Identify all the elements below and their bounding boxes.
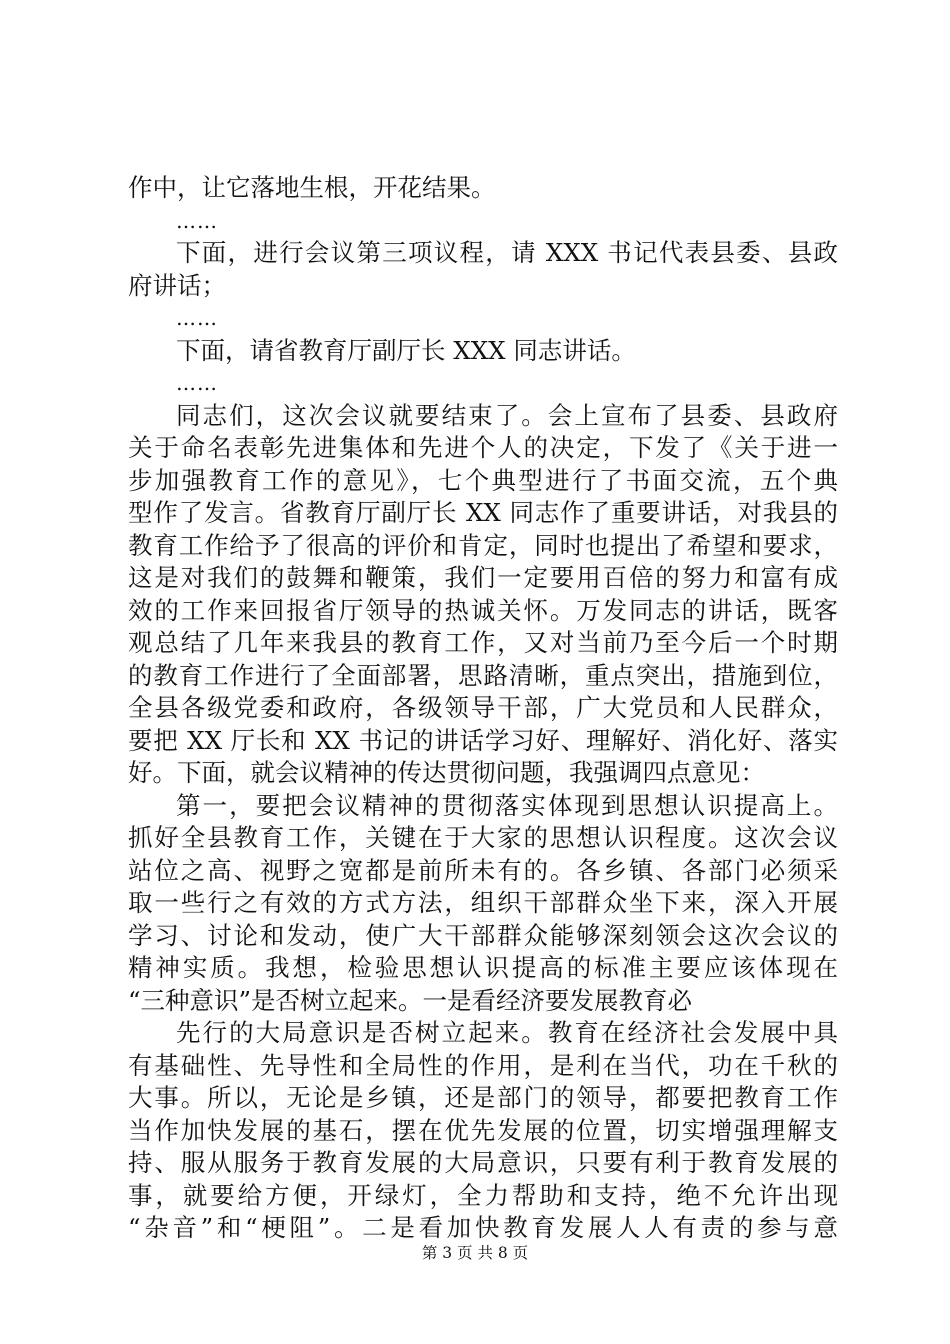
text-line: 教育工作给予了很高的评价和肯定，同时也提出了希望和要求， bbox=[128, 530, 838, 560]
text-line: 学习、讨论和发动，使广大干部群众能够深刻领会这次会议的 bbox=[128, 920, 838, 950]
text-line: 精神实质。我想，检验思想认识提高的标准主要应该体现在 bbox=[128, 953, 838, 982]
text-line: 大事。所以，无论是乡镇，还是部门的领导，都要把教育工作 bbox=[128, 1083, 838, 1112]
text-line: 府讲话； bbox=[128, 270, 226, 300]
text-line: 关于命名表彰先进集体和先进个人的决定，下发了《关于进一 bbox=[128, 433, 838, 462]
text-line: 先行的大局意识是否树立起来。教育在经济社会发展中具 bbox=[176, 1018, 838, 1047]
text-line: 步加强教育工作的意见》，七个典型进行了书面交流，五个典 bbox=[128, 465, 838, 495]
text-line: 的教育工作进行了全面部署，思路清晰，重点突出，措施到位， bbox=[128, 660, 838, 690]
text-line: 事，就要给方便，开绿灯，全力帮助和支持，绝不允许出现 bbox=[128, 1180, 838, 1210]
ellipsis-line: …… bbox=[176, 208, 218, 233]
ellipsis-line: …… bbox=[176, 371, 218, 395]
text-line: 好。下面，就会议精神的传达贯彻问题，我强调四点意见： bbox=[128, 758, 765, 787]
text-line: 效的工作来回报省厅领导的热诚关怀。万发同志的讲话，既客 bbox=[128, 595, 838, 625]
text-line: 取一些行之有效的方式方法，组织干部群众坐下来，深入开展 bbox=[128, 888, 838, 917]
document-body bbox=[128, 172, 838, 1245]
text-line: 要把 XX 厅长和 XX 书记的讲话学习好、理解好、消化好、落实 bbox=[128, 725, 838, 755]
page-number-footer: 第 3 页 共 8 页 bbox=[421, 1244, 529, 1262]
text-line: “三种意识”是否树立起来。一是看经济要发展教育必 bbox=[128, 985, 693, 1015]
text-line: “杂音”和“梗阻”。二是看加快教育发展人人有责的参与意 bbox=[128, 1213, 838, 1242]
text-line: 型作了发言。省教育厅副厅长 XX 同志作了重要讲话，对我县的 bbox=[128, 498, 838, 527]
text-line: 全县各级党委和政府，各级领导干部，广大党员和人民群众， bbox=[128, 693, 838, 722]
text-line: 这是对我们的鼓舞和鞭策，我们一定要用百倍的努力和富有成 bbox=[128, 563, 838, 592]
text-line: 观总结了几年来我县的教育工作，又对当前乃至今后一个时期 bbox=[128, 628, 838, 657]
text-line: 下面，进行会议第三项议程，请 XXX 书记代表县委、县政 bbox=[176, 238, 838, 267]
text-line: 作中，让它落地生根，开花结果。 bbox=[128, 173, 496, 202]
text-line: 第一，要把会议精神的贯彻落实体现到思想认识提高上。 bbox=[176, 790, 838, 820]
text-line: 当作加快发展的基石，摆在优先发展的位置，切实增强理解支 bbox=[128, 1115, 838, 1145]
text-line: 站位之高、视野之宽都是前所未有的。各乡镇、各部门必须采 bbox=[128, 855, 838, 885]
text-line: 同志们，这次会议就要结束了。会上宣布了县委、县政府 bbox=[176, 400, 838, 430]
text-line: 有基础性、先导性和全局性的作用，是利在当代，功在千秋的 bbox=[128, 1050, 838, 1080]
text-line: 下面，请省教育厅副厅长 XXX 同志讲话。 bbox=[176, 335, 636, 365]
ellipsis-line: …… bbox=[176, 306, 218, 330]
text-line: 抓好全县教育工作，关键在于大家的思想认识程度。这次会议 bbox=[128, 823, 838, 852]
text-line: 持、服从服务于教育发展的大局意识，只要有利于教育发展的 bbox=[128, 1148, 838, 1177]
